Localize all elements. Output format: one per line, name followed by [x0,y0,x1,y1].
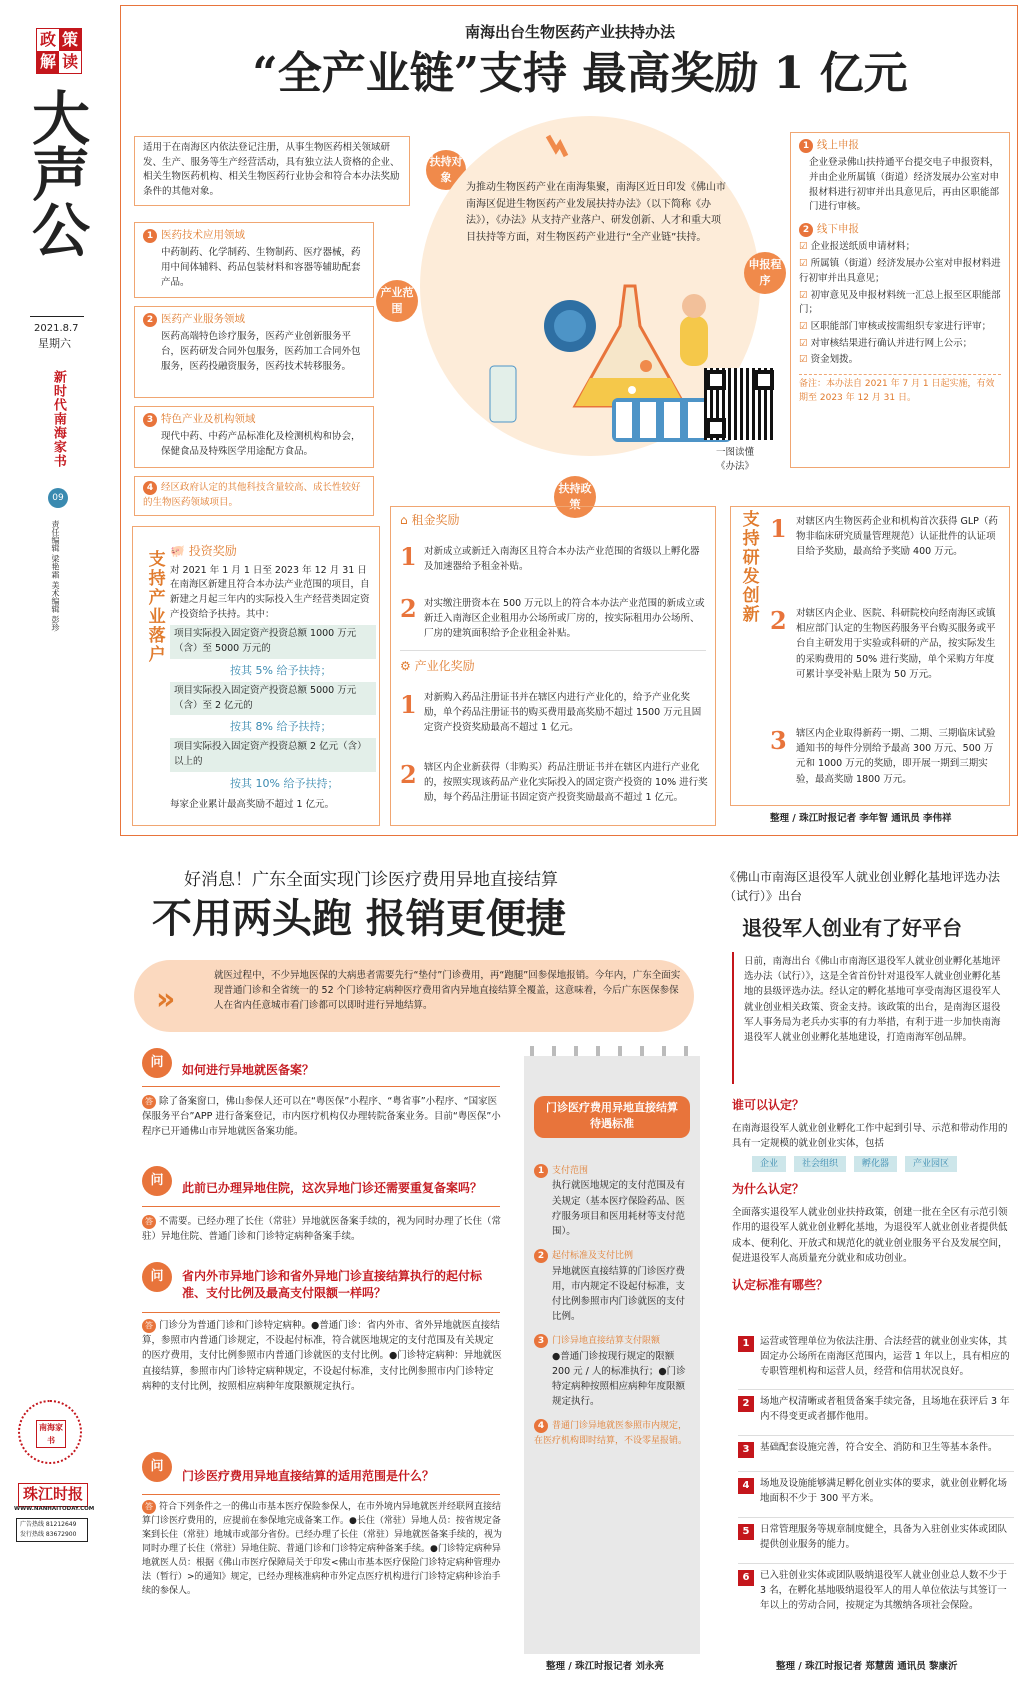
scope-item-title: 医药技术应用领域 [161,229,245,241]
scope-item: 1 医药技术应用领域 中药制药、化学制药、生物制药、医疗器械，药用中间体辅料、药品包装材料和容器等辅助配套产品。 [134,222,374,298]
scope-item-text: 医药高端特色诊疗服务，医药产业创新服务平台，医药研发合同外包服务，医药加工合同外包服务，医药投融资服务，医药技术转移服务。 [161,331,361,372]
art-label: 美术编辑 [51,581,60,614]
why-title: 为什么认定？ [732,1181,805,1196]
item-number: 2 [770,606,787,635]
check-icon: ☑ [799,354,808,366]
question-icon: 问 [142,1048,172,1078]
qr-caption [716,446,754,474]
apply-step: 企业报送纸质申请材料； [810,241,916,253]
apply-online-text: 企业登录佛山扶持通平台提交电子申报资料，并由企业所属镇（街道）经济发展办公室对申报材料进行初审并出具意见后，再由区职能部门进行审核。 [809,157,1000,213]
qa-question: 此前已办理异地住院，这次异地门诊还需要重复备案吗？ [182,1181,483,1195]
column-title: 大声公 [22,88,90,256]
scope-item-title: 医药产业服务领域 [161,313,245,325]
scope-item: 2 医药产业服务领域 医药高端特色诊疗服务，医药产业创新服务平台，医药研发合同外包服务，医药加工合同外包服务，医药投融资服务，医药技术转移服务。 [134,306,374,398]
side-item-text: 普通门诊异地就医参照市内规定，在医疗机构即时结算，不设零星报销。 [534,1421,688,1446]
who-tag: 社会组织 [794,1156,846,1172]
apply-note: 备注：本办法自 2021 年 7 月 1 日起实施，有效期至 2023 年 12 月 31 日。 [799,374,1001,406]
section-tag [36,28,82,74]
industrial-item: 辖区内企业新获得（非购买）药品注册证书并在辖区内进行产业化的，按照实现该药品产业化实际投入的固定资产投资的 10% 进行奖励，每个药品注册证书固定资产投资奖励最高不超过 1 亿元。 [424,762,708,804]
article3-kicker: 《佛山市南海区退役军人就业创业孵化基地评选办法（试行）》出台 [724,870,1001,903]
rent-item: 对新成立或新迁入南海区且符合本办法产业范围的省级以上孵化器及加速器给予租金补贴。 [424,546,700,573]
editor-name: 梁艳霜 [51,554,60,579]
article1-intro: 为推动生物医药产业在南海集聚，南海区近日印发《佛山市南海区促进生物医药产业发展扶持办法》（以下简称《办法》），《办法》从支持产业落户、研发创新、人才和重大项目扶持等方面，对生物医药产业进行“全产业链”扶持。 [466,182,726,243]
side-label-left: 支持产业落户 [144,550,165,664]
rent-item: 对实缴注册资本在 500 万元以上的符合本办法产业范围的新成立或新迁入南海区企业租用办公场所或厂房的，按实际租用办公场所、厂房的建筑面积给予企业租金补贴。 [424,598,705,640]
item-number: 1 [400,542,417,571]
qr-code[interactable] [704,368,776,440]
qa-answer: 除了备案窗口，佛山参保人还可以在“粤医保”小程序、“粤省事”小程序、“国家医保服务平台”APP 进行备案登记，市内医疗机构仅办理转院备案业务。目前“粤医保”小程序已开通佛山市异地就医备案功能。 [142,1096,501,1138]
article2-headline: 不用两头跑 报销更便捷 [152,895,566,942]
gear-icon: ⚙ [400,659,411,673]
qa-answer: 符合下列条件之一的佛山市基本医疗保险参保人，在市外境内异地就医并经联网直接结算门诊医疗费用的，应提前在参保地完成备案工作。●长住（常驻）异地人员：按省规定备案到长住（常驻）地城市或部分省份。已经办理了长住（常驻）异地就医备案手续的，视为同时办理了长住（常驻）异地住院、普通门诊和门诊特定病种备案手续。●门诊特定病种异地就医人员：根据《佛山市医疗保障局关于印发<佛山市基本医疗保险门诊特定病种管理办法（暂行）>的通知》规定，已经办理核准病种市外定点医疗机构进行门诊特定病种诊治手续的参保人。 [142,1502,503,1596]
std-item: 运营或管理单位为依法注册、合法经营的就业创业实体，其固定办公场所在南海区范围内，运营 1 年以上，具有相应的专职管理机构和运营人员，经营和信用状况良好。 [760,1336,1010,1378]
industrial-heading [400,658,475,675]
side-panel-list: 1 支付范围 执行就医地规定的支付范围及有关规定（基本医疗保险药品、医疗服务项目和医用耗材等支付范围）。 2 起付标准及支付比例 异地就医直接结算的门诊医疗费用，市内规定不设起付标准，支付比例参照市内门诊就医的支付比例。 3 门诊异地直接结算支付限额 ●普通门诊按现行规定的限额 200 元 / 人的标准执行；●门诊特定病种按照相应病种年度限额规定执行。 4 普通门诊异地就医参照市内规定，在医疗机构即时结算，不设零星报销。 [534,1164,690,1448]
issue-weekday: 星期六 [38,337,71,350]
check-icon: ☑ [799,241,808,253]
article2-credit: 整理 / 珠江时报记者 刘永亮 [546,1661,664,1672]
std-list: 1 运营或管理单位为依法注册、合法经营的就业创业实体，其固定办公场所在南海区范围内，运营 1 年以上，具有相应的专职管理机构和运营人员，经营和信用状况良好。 2 场地产权清晰或者租赁备案手续完备，且场地在获评后 3 年内不得变更或者挪作他用。 3 基础配套设施完善，符合安全、消防和卫生等基本条件。 4 场地及设施能够满足孵化创业实体的要求，就业创业孵化场地面积不少于 300 平方米。 5 日常管理服务等规章制度健全，具备为入驻创业实体或团队提供创业服务的能力。 6 已入驻创业实体或团队吸纳退役军人就业创业总人数不少于 3 名，在孵化基地吸纳退役军人的用人单位依法与其签订一年以上的劳动合同，按规定为其缴纳各项社会保险。 [738,1334,1014,1636]
art-name: 彭珍 [51,615,60,632]
side-item-title: 门诊异地直接结算支付限额 [552,1336,661,1347]
ring-binding [530,1046,694,1056]
rent-title: 租金奖励 [411,513,460,527]
std-title: 认定标准有哪些？ [732,1277,829,1292]
support-label: 扶持政策 [554,476,596,518]
ad-phone: 广告热线 81212649 [20,1521,77,1528]
article1-credit: 整理 / 珠江时报记者 李年智 通讯员 李伟祥 [770,813,952,824]
scope-item-text: 中药制药、化学制药、生物制药、医疗器械，药用中间体辅料、药品包装材料和容器等辅助配套产品。 [161,247,361,288]
scope-item-text: 经区政府认定的其他科技含量较高、成长性较好的生物医药领域项目。 [143,482,361,508]
invest-text: 对 2021 年 1 月 1 日至 2023 年 12 月 31 日在南海区新建且符合本办法产业范围的项目，自新建之月起三年内的实际投入生产经营类固定资产投资给予扶持。其中： [170,564,370,620]
item-number: 1 [400,690,417,719]
target-box [134,136,410,206]
who-tag: 企业 [752,1156,786,1172]
house-icon: ⌂ [400,513,408,527]
who-tag: 产业园区 [905,1156,957,1172]
tag-char: 策 [59,29,81,51]
article3-body [732,1096,1014,1303]
divider [30,316,84,317]
series-name: 新时代南海家书 [50,370,66,468]
apply-box: 1 线上申报 企业登录佛山扶持通平台提交电子申报资料，并由企业所属镇（街道）经济发展办公室对申报材料进行初审并出具意见后，再由区职能部门进行审核。 2 线下申报 ☑ 企业报送纸质申请材料； ☑ 所属镇（街道）经济发展办公室对申报材料进行初审并出具意见； ☑ 初审意见及申报材料统一汇总上报至区职能部门； ☑ 区职能部门审核或按需组织专家进行评审； ☑ 对审核结果进行确认并进行网上公示； ☑ 资金划拨。 备注：本办法自 2021 年 7 月 1 日起实施，有效期至 2023 年 12 月 31 日。 [790,132,1010,468]
invest-rate: 按其 8% 给予扶持； [230,720,332,734]
check-icon: ☑ [799,337,808,349]
divider [142,1206,500,1207]
who-text: 在南海退役军人就业创业孵化工作中起到引导、示范和带动作用的具有一定规模的就业创业实体，包括 [732,1123,1008,1150]
item-number: 3 [770,726,787,755]
qr-caption-2: 《办法》 [716,460,755,472]
qr-caption-1: 一图读懂 [716,447,755,458]
invest-cap: 每家企业累计最高奖励不超过 1 亿元。 [170,798,335,810]
side-item-text: 执行就医地规定的支付范围及有关规定（基本医疗保险药品、医疗服务项目和医用耗材等支付范围）。 [552,1180,686,1237]
scope-item: 4 经区政府认定的其他科技含量较高、成长性较好的生物医药领域项目。 [134,476,374,516]
apply-step: 区职能部门审核或按需组织专家进行评审； [810,321,992,332]
article1-headline: “全产业链”支持 最高奖励 1 亿元 [252,48,908,99]
article2-lead: 就医过程中，不少异地医保的大病患者需要先行“垫付”门诊费用，再“跑腿”回参保地报销。今年内，广东全面实现普通门诊和全省统一的 52 个门诊特定病种医疗费用省内异地直接结算全覆盖，这意味着，今后广东医保参保人在省内任意城市看门诊都可以即时进行异地结算。 [214,970,681,1012]
std-item: 基础配套设施完善，符合安全、消防和卫生等基本条件。 [760,1442,998,1453]
hotline-box [16,1518,88,1542]
editor-credits [50,520,60,632]
lead-banner [134,960,694,1032]
scope-item-text: 现代中药、中药产品标准化及检测机构和协会，保健食品及特殊医学用途配方食品。 [161,431,361,457]
question-icon: 问 [142,1452,172,1482]
who-tag: 孵化器 [854,1156,897,1172]
qa-answer-wrap: 答 不需要。已经办理了长住（常驻）异地就医备案手续的，视为同时办理了长住（常驻）异地住院、普通门诊和门诊特定病种备案手续。 [142,1216,502,1243]
invest-tier: 项目实际投入固定资产投资总额 1000 万元（含）至 5000 万元的 [170,625,376,658]
dist-phone: 发行热线 83672900 [20,1531,77,1538]
apply-step: 所属镇（街道）经济发展办公室对申报材料进行初审并出具意见； [799,258,1001,284]
logo-text: 南海家书 [36,1420,66,1448]
check-icon: ☑ [799,289,808,301]
target-text: 适用于在南海区内依法登记注册，从事生物医药相关领域研发、生产、服务等生产经营活动，具有独立法人资格的企业、相关生物医药机构、相关生物医药行业协会和符合本办法奖励条件的其他对象。 [143,142,400,198]
side-panel-title: 门诊医疗费用异地直接结算待遇标准 [534,1096,690,1138]
std-item: 已入驻创业实体或团队吸纳退役军人就业创业总人数不少于 3 名，在孵化基地吸纳退役军人的用人单位依法与其签订一年以上的劳动合同，按规定为其缴纳各项社会保险。 [760,1570,1008,1612]
article1-kicker: 南海出台生物医药产业扶持办法 [464,23,675,41]
item-number: 2 [400,594,417,623]
std-item: 场地及设施能够满足孵化创业实体的要求，就业创业孵化场地面积不少于 300 平方米。 [760,1478,1008,1505]
who-title: 谁可以认定？ [732,1098,805,1112]
who-tags [752,1156,1014,1172]
qa-question: 省内外市异地门诊和省外异地门诊直接结算执行的起付标准、支付比例及最高支付限额一样吗？ [182,1269,483,1300]
check-icon: ☑ [799,258,808,270]
invest-rate: 按其 10% 给予扶持； [230,776,339,790]
invest-title: 投资奖励 [188,544,237,558]
issue-date: 2021.8.7 [34,323,79,334]
rd-item: 辖区内企业取得新药一期、二期、三期临床试验通知书的每件分别给予最高 300 万元、500 万元和 1000 万元的奖励，即开展一期到三期实验，最高奖励 1800 万元。 [796,728,996,785]
article3-credit: 整理 / 珠江时报记者 郑慧茵 通讯员 黎康沂 [776,1661,958,1672]
tag-char: 读 [61,52,78,71]
tag-char: 政 [39,30,56,49]
question-icon: 问 [142,1262,172,1292]
qa-answer-wrap: 答 除了备案窗口，佛山参保人还可以在“粤医保”小程序、“粤省事”小程序、“国家医保服务平台”APP 进行备案登记，市内医疗机构仅办理转院备案业务。目前“粤医保”小程序已开通佛山市异地就医备案功能。 [142,1096,501,1138]
rent-heading [400,512,459,529]
qa-question: 如何进行异地就医备案？ [182,1063,315,1077]
qa-answer: 门诊分为普通门诊和门诊特定病种。●普通门诊：省内外市、省外异地就医直接结算，参照市内普通门诊规定，不设起付标准，符合就医地规定的支付范围及有关规定的医疗费用，支付比例参照市内普通门诊就医的支付比例。●门诊特定病种：异地就医直接结算，参照市内门诊特定病种规定，不设起付标准，支付比例参照市内门诊特定病种的支付比例，按照相应病种年度限额规定执行。 [142,1320,502,1392]
invest-rate: 按其 5% 给予扶持； [230,663,332,677]
item-number: 2 [400,760,417,789]
invest-section [170,542,376,813]
industrial-title: 产业化奖励 [414,659,475,673]
article3-headline: 退役军人创业有了好平台 [742,916,962,940]
piggy-icon: 🐖 [170,544,185,558]
article3-lead: 日前，南海出台《佛山市南海区退役军人就业创业孵化基地评选办法（试行）》，这是全省首份针对退役军人就业创业孵化基地的县级评选办法。经认定的孵化基地可享受南海区退役军人就业创业相关政策、资金支持。该政策的出台，是南海区退役军人事务局为老兵办实事的有力举措，有利于进一步加快南海退役军人就业创业孵化基地建设，打造南海军创品牌。 [732,952,1014,1084]
double-chevron-icon: » [156,982,176,1017]
target-label: 扶持对象 [426,150,466,190]
divider [142,1312,500,1313]
apply-offline-title: 线下申报 [817,223,859,236]
apply-step: 资金划拨。 [810,354,859,366]
website: WWW.NANHAITODAY.COM [14,1506,95,1512]
apply-step: 对审核结果进行确认并进行网上公示； [810,337,973,349]
apply-label: 申报程序 [744,252,786,294]
qa-answer: 不需要。已经办理了长住（常驻）异地就医备案手续的，视为同时办理了长住（常驻）异地住院、普通门诊和门诊特定病种备案手续。 [142,1216,502,1243]
qa-answer-wrap: 答 门诊分为普通门诊和门诊特定病种。●普通门诊：省内外市、省外异地就医直接结算，参照市内普通门诊规定，不设起付标准，符合就医地规定的支付范围及有关规定的医疗费用，支付比例参照市内普通门诊就医的支付比例。●门诊特定病种：异地就医直接结算，参照市内门诊特定病种规定，不设起付标准，支付比例参照市内门诊特定病种的支付比例，按照相应病种年度限额规定执行。 [142,1320,502,1392]
scope-item-title: 特色产业及机构领域 [161,413,256,425]
qa-answer-wrap: 答 符合下列条件之一的佛山市基本医疗保险参保人，在市外境内异地就医并经联网直接结算门诊医疗费用的，应提前在参保地完成备案工作。●长住（常驻）异地人员：按省规定备案到长住（常驻）地城市或部分省份。已经办理了长住（常驻）异地就医备案手续的，视为同时办理了长住（常驻）异地住院、普通门诊和门诊特定病种备案手续。●门诊特定病种异地就医人员：根据《佛山市医疗保障局关于印发<佛山市基本医疗保险门诊特定病种管理办法（暂行）>的通知》规定，已经办理核准病种市外定点医疗机构进行门诊特定病种诊治手续的参保人。 [142,1502,503,1596]
page-number: 09 [48,488,68,508]
side-label-right: 支持研发创新 [738,510,759,624]
side-item-text: ●普通门诊按现行规定的限额 200 元 / 人的标准执行；●门诊特定病种按照相应病种年度限额规定执行。 [552,1350,686,1408]
apply-step: 初审意见及申报材料统一汇总上报至区职能部门； [799,289,1001,316]
invest-tier: 项目实际投入固定资产投资总额 5000 万元（含）至 2 亿元的 [170,682,376,715]
std-item: 场地产权清晰或者租赁备案手续完备，且场地在获评后 3 年内不得变更或者挪作他用。 [760,1396,1010,1423]
rd-item: 对辖区内生物医药企业和机构首次获得 GLP（药物非临床研究质量管理规范）认证批件的认证项目给予奖励，最高给予奖励 400 万元。 [796,516,998,558]
article2-kicker: 好消息！广东全面实现门诊医疗费用异地直接结算 [184,870,558,890]
tag-char: 解 [37,51,59,73]
item-number: 1 [770,514,787,543]
side-item-text: 异地就医直接结算的门诊医疗费用，市内规定不设起付标准，支付比例参照市内门诊就医的支付比例。 [552,1265,686,1323]
side-item-title: 起付标准及支付比例 [552,1251,634,1262]
check-icon: ☑ [799,321,808,332]
question-icon: 问 [142,1166,172,1196]
invest-tier: 项目实际投入固定资产投资总额 2 亿元（含）以上的 [170,738,376,771]
side-item-title: 支付范围 [552,1166,589,1176]
apply-offline-list [799,240,1001,368]
editor-label: 责任编辑 [51,520,60,552]
qa-question: 门诊医疗费用异地直接结算的适用范围是什么？ [182,1469,435,1483]
scope-item: 3 特色产业及机构领域 现代中药、中药产品标准化及检测机构和协会，保健食品及特殊医学用途配方食品。 [134,406,374,468]
divider [142,1086,500,1087]
divider [400,650,706,651]
brand-logo: 珠江时报 [18,1483,88,1507]
nanhai-jiashu-logo [18,1400,82,1464]
why-text: 全面落实退役军人就业创业扶持政策，创建一批在全区有示范引领作用的退役军人就业创业孵化基地，为退役军人就业创业者提供低成本、便利化、开放式和规范化的就业创业服务平台及发展空间，促进退役军人高质量充分就业和成功创业。 [732,1207,1008,1264]
divider [142,1494,500,1495]
std-item: 日常管理服务等规章制度健全，具备为入驻创业实体或团队提供创业服务的能力。 [760,1524,1008,1551]
apply-online-title: 线上申报 [817,139,859,151]
industrial-item: 对新购入药品注册证书并在辖区内进行产业化的，给予产业化奖励，单个药品注册证书的购买费用最高奖励不超过 1500 万元且固定资产投资奖励最高不超过 1 亿元。 [424,692,702,734]
scope-label: 产业范围 [376,280,418,322]
masthead-column [0,0,108,1681]
rd-item: 对辖区内企业、医院、科研院校向经南海区或镇相应部门认定的生物医药服务平台购买服务或平台自主研发用于实验或科研的产品，按实际发生的采购费用的 50% 进行奖励，单个采购方年度可累计享受补贴上限为 50 万元。 [796,608,996,680]
